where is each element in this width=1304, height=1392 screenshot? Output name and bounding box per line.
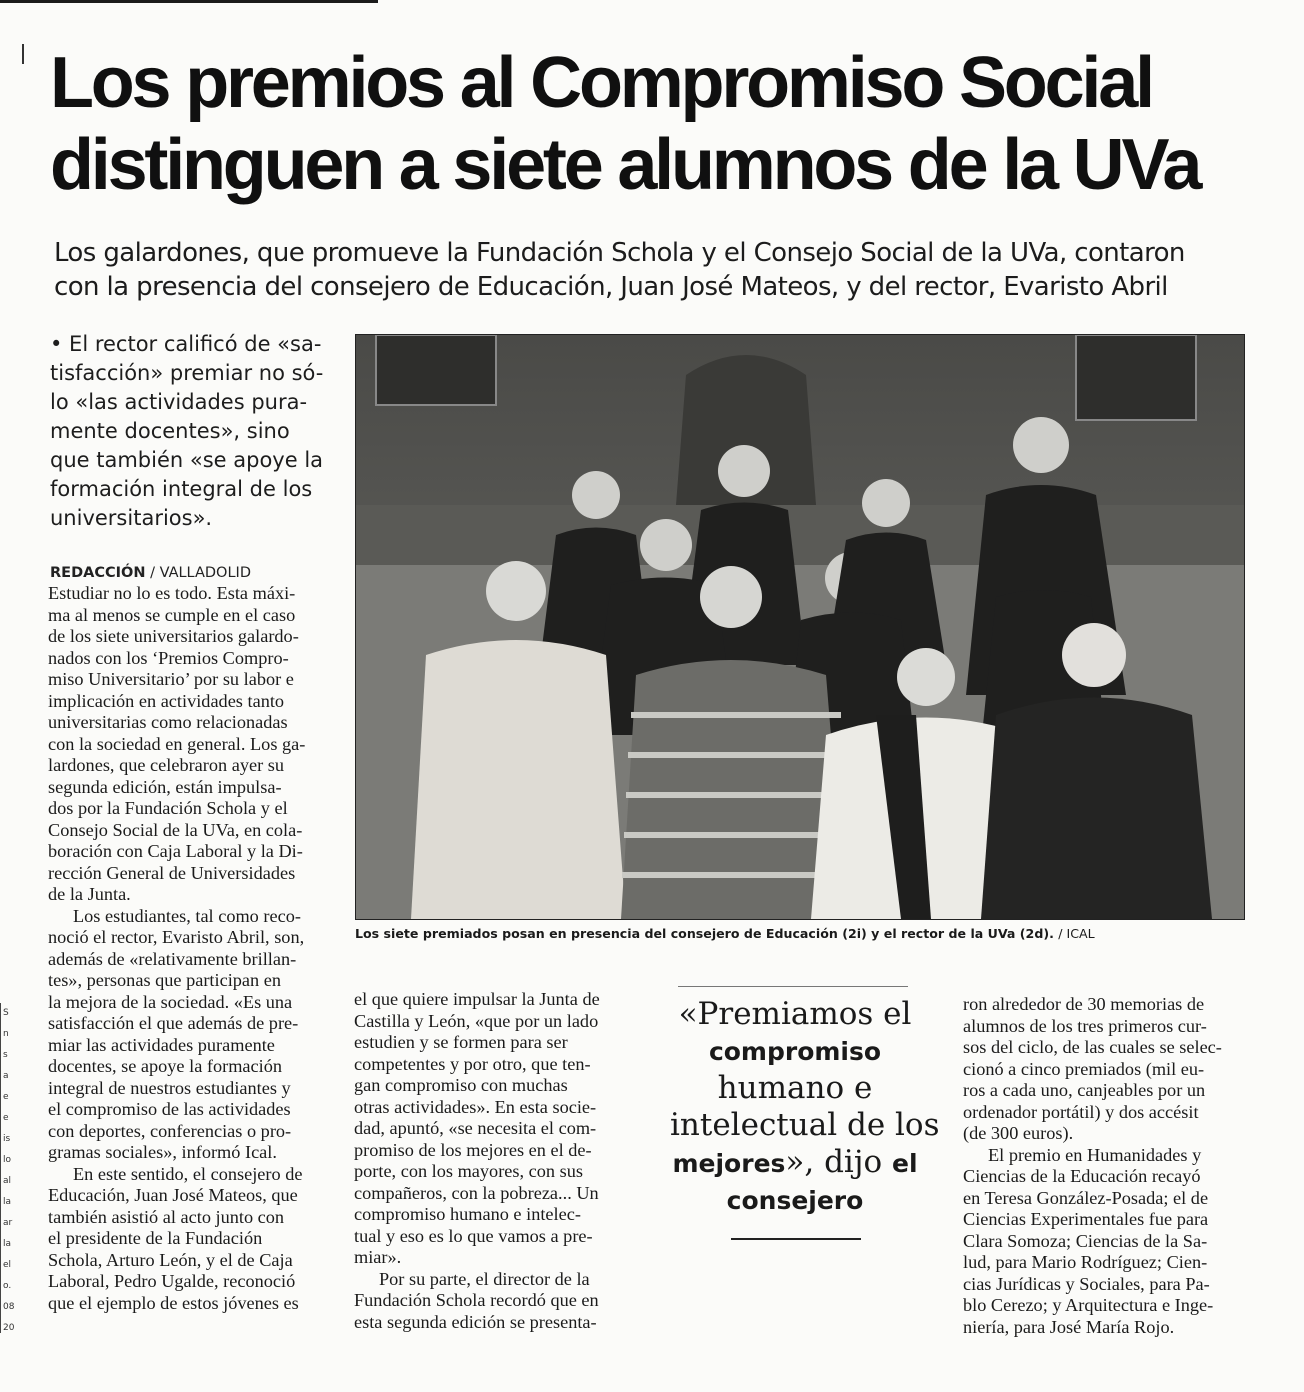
headline [50, 42, 1270, 206]
text-line: sos del ciclo, de las cuales se selec- [963, 1037, 1222, 1057]
fragment-char: 08 [3, 1302, 15, 1312]
fragment-char: el [3, 1260, 12, 1270]
fragment-char: 20 [3, 1323, 15, 1333]
deck-line-2: con la presencia del consejero de Educación, Juan José Mateos, y del rector, Evaristo Abril [54, 272, 1168, 302]
text-line: el presidente de la Fundación [48, 1228, 263, 1248]
summary-line: que también «se apoye la [50, 448, 324, 472]
text-line: porte, con los mayores, con sus [354, 1161, 583, 1181]
text-line: en Teresa González-Posada; el de [963, 1187, 1209, 1208]
deck-line-1: Los galardones, que promueve la Fundación Schola y el Consejo Social de la UVa, contaron [54, 238, 1185, 268]
fragment-char: lo [3, 1155, 12, 1165]
group-photo-illustration [356, 335, 1244, 919]
side-mark [22, 44, 24, 64]
text-line: que el ejemplo de estos jóvenes es [48, 1292, 299, 1313]
text-line: Laboral, Pedro Ugalde, reconoció [48, 1271, 296, 1291]
summary-line: mente docentes», sino [50, 419, 290, 443]
text-line: Por su parte, el director de la [379, 1268, 590, 1289]
text-line: Schola, Arturo León, y el de Caja [48, 1249, 293, 1270]
text-line: implicación en actividades tanto [48, 690, 285, 711]
summary-box [50, 330, 324, 533]
byline-author: REDACCIÓN [50, 565, 146, 581]
article-column-2 [354, 989, 636, 1333]
fragment-char: la [3, 1197, 12, 1207]
fragment-char: is [3, 1134, 11, 1144]
text-line: estudien y se formen para ser [354, 1032, 568, 1052]
fragment-char: S [3, 1008, 9, 1018]
text-line: el que quiere impulsar la Junta de [354, 989, 600, 1009]
text-line: universitarias como relacionadas [48, 712, 288, 732]
adjacent-column-fragment [0, 1003, 15, 1333]
text-line: noció el rector, Evaristo Abril, son, [48, 927, 305, 947]
summary-line: formación integral de los [50, 477, 313, 501]
text-line: también asistió al acto junto con [48, 1206, 285, 1227]
photo-caption [355, 926, 1255, 941]
text-line: ma al menos se cumple en el caso [48, 604, 296, 625]
summary-line: universitarios». [50, 506, 213, 530]
text-line: dos por la Fundación Schola y el [48, 798, 288, 818]
text-line: satisfacción el que además de pre- [48, 1013, 299, 1033]
text-line: gramas sociales», informó Ical. [48, 1142, 277, 1162]
text-line: con deportes, conferencias o pro- [48, 1120, 292, 1141]
text-line: (de 300 euros). [963, 1123, 1074, 1143]
pullquote [670, 996, 940, 1219]
group-photo [355, 334, 1245, 920]
text-line: ron alrededor de 30 memorias de [963, 994, 1205, 1014]
text-line: con la sociedad en general. Los ga- [48, 733, 306, 754]
text-line: dad, apuntó, «se necesita el com- [354, 1118, 597, 1138]
fragment-char: a [3, 1071, 9, 1081]
byline-location: / VALLADOLID [150, 565, 251, 581]
text-line: ros a cada uno, canjeables por un [963, 1080, 1206, 1100]
article-column-1 [48, 583, 330, 1314]
pullquote-bottom-rule [731, 1238, 861, 1240]
fragment-char: al [3, 1176, 12, 1186]
top-rule [0, 0, 378, 3]
text-line: tes», personas que participan en [48, 970, 282, 990]
fragment-char: o. [3, 1281, 12, 1291]
fragment-char: s [3, 1050, 8, 1060]
text-line: Educación, Juan José Mateos, que [48, 1185, 298, 1205]
text-line: Los estudiantes, tal como reco- [73, 905, 301, 926]
byline [50, 565, 251, 581]
text-line: cias Jurídicas y Sociales, para Pa- [963, 1273, 1210, 1294]
text-line: miso Universitario’ por su labor e [48, 669, 294, 689]
text-line: lud, para Mario Rodríguez; Cien- [963, 1252, 1208, 1272]
pullquote-line: humano e [717, 1070, 873, 1106]
fragment-char: la [3, 1239, 12, 1249]
text-line: competentes y por otro, que ten- [354, 1053, 591, 1074]
text-line: Ciencias de la Educación recayó [963, 1166, 1201, 1186]
pullquote-line: «Premiamos el [678, 996, 912, 1032]
text-line: de los siete universitarios galardo- [48, 626, 299, 646]
text-line: promiso de los mejores en el de- [354, 1139, 592, 1160]
text-line: compañeros, con la pobreza... Un [354, 1182, 599, 1203]
text-line: Estudiar no lo es todo. Esta máxi- [48, 583, 296, 603]
text-line: integral de nuestros estudiantes y [48, 1077, 291, 1098]
article-column-4 [963, 994, 1246, 1338]
pullquote-fragment: », dijo [785, 1144, 883, 1180]
text-line: tual y eso es lo que vamos a pre- [354, 1225, 593, 1246]
text-line: Castilla y León, «que por un lado [354, 1010, 599, 1031]
summary-line: tisfacción» premiar no só- [50, 361, 324, 385]
text-line: rección General de Universidades [48, 862, 296, 883]
deck-subtitle [54, 236, 1274, 304]
fragment-char: n [3, 1029, 9, 1039]
text-line: Consejo Social de la UVa, en cola- [48, 819, 303, 840]
text-line: docentes, se apoye la formación [48, 1056, 283, 1076]
caption-credit: / ICAL [1058, 926, 1095, 941]
pullquote-emph: el [891, 1149, 918, 1178]
text-line: miar las actividades puramente [48, 1034, 275, 1055]
text-line: nados con los ‘Premios Compro- [48, 647, 289, 668]
summary-line: lo «las actividades pura- [50, 390, 308, 414]
text-line: ordenador portátil) y dos accésit [963, 1101, 1199, 1122]
text-line: niería, para José María Rojo. [963, 1316, 1175, 1337]
pullquote-top-rule [678, 986, 908, 987]
pullquote-line-5 [670, 1144, 920, 1182]
text-line: miar». [354, 1247, 402, 1267]
pullquote-line: compromiso [708, 1037, 882, 1066]
text-line: gan compromiso con muchas [354, 1075, 568, 1095]
pullquote-line: consejero [726, 1186, 864, 1215]
text-line: lardones, que celebraron ayer su [48, 755, 285, 775]
pullquote-line: intelectual de los [670, 1107, 940, 1143]
text-line: alumnos de los tres primeros cur- [963, 1015, 1207, 1036]
text-line: de la Junta. [48, 884, 131, 904]
text-line: compromiso humano e intelec- [354, 1204, 581, 1224]
fragment-char: e [3, 1092, 9, 1102]
caption-text: Los siete premiados posan en presencia del consejero de Educación (2i) y el rector de la UVa (2d). [355, 926, 1054, 941]
summary-line: • El rector calificó de «sa- [50, 332, 322, 356]
text-line: además de «relativamente brillan- [48, 948, 297, 969]
text-line: Ciencias Experimentales fue para [963, 1209, 1209, 1229]
text-line: El premio en Humanidades y [988, 1144, 1202, 1165]
fragment-char: e [3, 1113, 9, 1123]
text-line: cionó a cinco premiados (mil eu- [963, 1058, 1205, 1079]
text-line: blo Cerezo; y Arquitectura e Inge- [963, 1295, 1214, 1315]
headline-line-1: Los premios al Compromiso Social [50, 43, 1152, 123]
text-line: Clara Somoza; Ciencias de la Sa- [963, 1230, 1208, 1251]
text-line: esta segunda edición se presenta- [354, 1311, 597, 1332]
text-line: En este sentido, el consejero de [73, 1163, 303, 1184]
headline-line-2: distinguen a siete alumnos de la UVa [50, 125, 1200, 205]
text-line: segunda edición, están impulsa- [48, 776, 282, 797]
pullquote-emph: mejores [672, 1149, 786, 1178]
text-line: la mejora de la sociedad. «Es una [48, 991, 293, 1012]
text-line: otras actividades». En esta socie- [354, 1096, 597, 1117]
text-line: Fundación Schola recordó que en [354, 1290, 599, 1310]
fragment-char: ar [3, 1218, 13, 1228]
text-line: el compromiso de las actividades [48, 1099, 291, 1119]
text-line: boración con Caja Laboral y la Di- [48, 841, 303, 861]
